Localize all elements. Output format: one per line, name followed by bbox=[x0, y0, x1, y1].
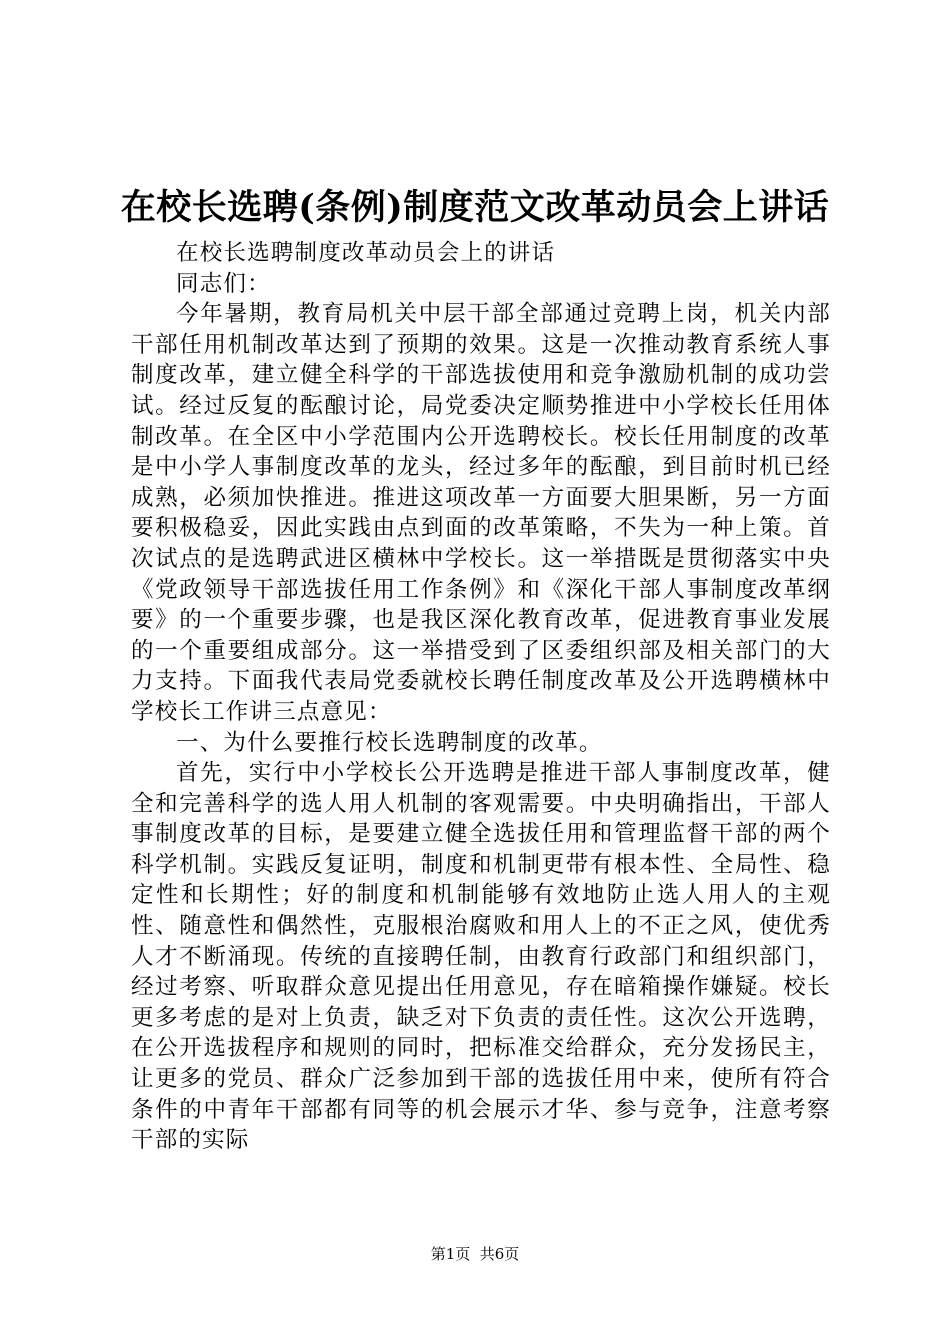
body-paragraph: 今年暑期，教育局机关中层干部全部通过竞聘上岗，机关内部干部任用机制改革达到了预期的效果。这是一次推动教育系统人事制度改革，建立健全科学的干部选拔使用和竞争激励机制的成功尝试。经过反复的酝酿讨论，局党委决定顺势推进中小学校长任用体制改革。在全区中小学范围内公开选聘校长。校长任用制度的改革是中小学人事制度改革的龙头，经过多年的酝酿，到目前时机已经成熟，必须加快推进。推进这项改革一方面要大胆果断，另一方面要积极稳妥，因此实践由点到面的改革策略，不失为一种上策。首次试点的是选聘武进区横林中学校长。这一举措既是贯彻落实中央《党政领导干部选拔任用工作条例》和《深化干部人事制度改革纲要》的一个重要步骤，也是我区深化教育改革，促进教育事业发展的一个重要组成部分。这一举措受到了区委组织部及相关部门的大力支持。下面我代表局党委就校长聘任制度改革及公开选聘横林中学校长工作讲三点意见： bbox=[131, 301, 831, 725]
page-number: 第1页 共6页 bbox=[430, 1245, 520, 1263]
document-body bbox=[131, 238, 831, 1156]
page-footer bbox=[0, 1244, 950, 1264]
section-heading: 一、为什么要推行校长选聘制度的改革。 bbox=[176, 729, 603, 756]
body-paragraph: 首先，实行中小学校长公开选聘是推进干部人事制度改革，健全和完善科学的选人用人机制的客观需要。中央明确指出，干部人事制度改革的目标，是要建立健全选拔任用和管理监督干部的两个科学机制。实践反复证明，制度和机制更带有根本性、全局性、稳定性和长期性；好的制度和机制能够有效地防止选人用人的主观性、随意性和偶然性，克服根治腐败和用人上的不正之风，使优秀人才不断涌现。传统的直接聘任制，由教育行政部门和组织部门，经过考察、听取群众意见提出任用意见，存在暗箱操作嫌疑。校长更多考虑的是对上负责，缺乏对下负责的责任性。这次公开选聘，在公开选拔程序和规则的同时，把标准交给群众，充分发扬民主，让更多的党员、群众广泛参加到干部的选拔任用中来，使所有符合条件的中青年干部都有同等的机会展示才华、参与竞争，注意考察干部的实际 bbox=[131, 760, 831, 1154]
salutation: 同志们： bbox=[176, 270, 271, 297]
document-title: 在校长选聘(条例)制度范文改革动员会上讲话 bbox=[120, 187, 830, 228]
speech-heading: 在校长选聘制度改革动员会上的讲话 bbox=[176, 240, 556, 266]
